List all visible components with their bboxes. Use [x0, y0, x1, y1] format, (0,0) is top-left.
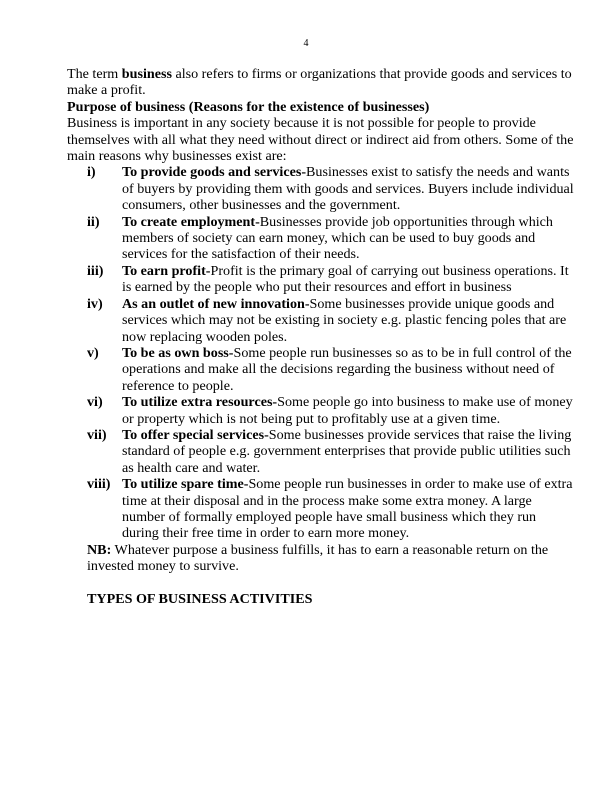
list-item: [67, 394, 575, 427]
nb-label: NB:: [87, 541, 112, 558]
purpose-intro: Business is important in any society because it is not possible for people to provide themselves with all what they need without direct or indirect aid from others. Some of the main reasons why businesses exist are:: [67, 115, 574, 165]
list-item-number: iii): [87, 262, 104, 279]
intro-term: business: [121, 66, 172, 82]
list-item-text: Some people go into business to make use of money or property which is not being put to profitably use at a given time.: [122, 394, 573, 427]
list-item-number: i): [87, 164, 96, 181]
page-number: 4: [303, 38, 309, 49]
list-item: [67, 263, 575, 296]
intro-prefix: The term: [67, 66, 122, 82]
list-item-title: To utilize spare time-: [122, 476, 249, 493]
list-item: [67, 214, 575, 263]
list-item-number: vii): [87, 426, 107, 443]
nb-note: [87, 542, 575, 575]
list-item-number: vi): [87, 394, 103, 411]
list-item-text: Some people run businesses in order to make use of extra time at their disposal and in the process make some extra money. A large number of formally employed people have small business which they run during their free time in order to earn more money.: [122, 476, 573, 542]
list-item-title: To utilize extra resources-: [122, 394, 278, 411]
list-item-number: v): [87, 344, 99, 361]
list-item-title: To earn profit-: [122, 262, 211, 279]
list-item: [67, 296, 575, 345]
list-item-title: To create employment-: [122, 213, 260, 230]
list-item-text: Some businesses provide services that raise the living standard of people e.g. government enterprises that provide public utilities such as health care and water.: [122, 426, 572, 476]
list-item-text: Some people run businesses so as to be in full control of the operations and make all the decisions regarding the business without need of reference to people.: [122, 344, 572, 394]
section-title: TYPES OF BUSINESS ACTIVITIES: [87, 590, 313, 607]
list-item-text: Profit is the primary goal of carrying out business operations. It is earned by the people who put their resources and effort in business: [122, 262, 569, 296]
list-item-number: ii): [87, 213, 100, 230]
list-item-title: To offer special services-: [122, 426, 269, 443]
list-item-number: iv): [87, 295, 103, 312]
list-item-text: Businesses provide job opportunities through which members of society can earn money, which can be used to buy goods and services for the satisfaction of their needs.: [122, 213, 553, 263]
list-item-text: Businesses exist to satisfy the needs and wants of buyers by providing them with goods and services. Buyers include individual consumers, other businesses and the government.: [122, 164, 574, 214]
document-body: [67, 66, 575, 607]
list-item-title: To provide goods and services-: [122, 164, 307, 181]
list-item: [67, 427, 575, 476]
list-item: [67, 164, 575, 213]
list-item: [67, 476, 575, 542]
list-item-title: As an outlet of new innovation-: [122, 295, 310, 312]
purpose-heading: Purpose of business (Reasons for the existence of businesses): [67, 98, 430, 115]
intro-paragraph: [67, 66, 575, 99]
list-item-title: To be as own boss-: [122, 344, 234, 361]
reasons-list: [67, 164, 575, 541]
list-item-number: viii): [87, 476, 111, 493]
list-item: [67, 345, 575, 394]
intro-suffix: also refers to firms or organizations that provide goods and services to make a profit.: [67, 66, 572, 99]
list-item-text: Some businesses provide unique goods and services which may not be existing in society e.g. plastic fencing poles that are now replacing wooden poles.: [122, 295, 567, 345]
nb-text: Whatever purpose a business fulfills, it has to earn a reasonable return on the invested money to survive.: [87, 541, 549, 575]
